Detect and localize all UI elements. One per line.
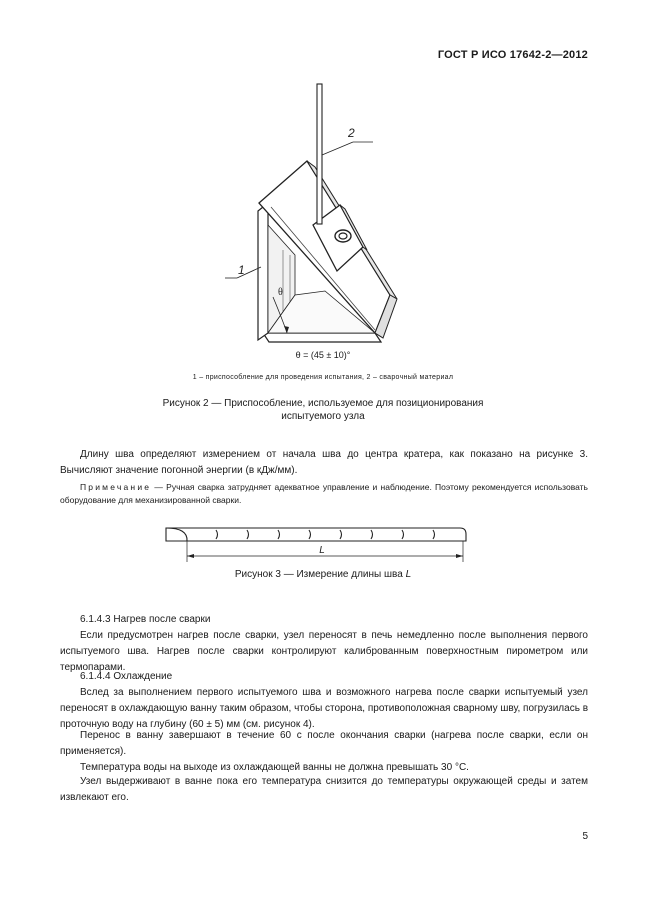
welding-electrode [317, 84, 322, 224]
figure-2-caption: Рисунок 2 — Приспособление, используемое для позиционирования испытуемого узла [162, 398, 484, 422]
standard-code-header: ГОСТ Р ИСО 17642-2—2012 [437, 49, 588, 61]
page-number: 5 [582, 831, 588, 842]
section-6144-heading: 6.1.4.4 Охлаждение [80, 671, 173, 682]
figure-2-fixture-drawing [225, 75, 425, 375]
section-6144-p1: Вслед за выполнением первого испытуемого шва и возможного нагрева после сварки испытуемый узел переносят в охлаждающую ванну таким образом, чтобы сторона, противоположная сварному шву, погрузилась в проточную воду на глубину (60 ± 5) мм (см. рисунок 4). [60, 687, 588, 730]
section-6144-p4: Узел выдерживают в ванне пока его температура снизится до температуры окружающей среды и затем извлекают его. [60, 776, 588, 803]
theta-label: θ [278, 287, 283, 298]
paragraph-weld-length: Длину шва определяют измерением от начала шва до центра кратера, как показано на рисунке 3. Вычисляют значение погонной энергии (в кДж/мм). [60, 449, 588, 476]
section-6143-text: Если предусмотрен нагрев после сварки, узел переносят в печь немедленно после выполнения первого испытуемого шва. Нагрев после сварки контролируют калиброванным поверхностным пирометром или термопарами. [60, 630, 588, 673]
figure-3-weld-length [160, 520, 480, 568]
figure-2-legend: 1 – приспособление для проведения испытания, 2 – сварочный материал [192, 374, 454, 381]
length-label: L [319, 545, 325, 556]
callout-2: 2 [348, 126, 355, 140]
section-6144-p2: Перенос в ванну завершают в течение 60 с после окончания сварки (нагрева после сварки, если он применяется). [60, 730, 588, 757]
figure-3-caption: Рисунок 3 — Измерение длины шва L [234, 569, 412, 580]
note-label: Примечание [80, 482, 152, 492]
note-text: — Ручная сварка затрудняет адекватное управление и наблюдение. Поэтому рекомендуется использовать оборудование для механизированной сварки. [60, 482, 588, 505]
fixture-base-plate [263, 333, 381, 342]
fixture-vertical-wall [258, 203, 268, 340]
section-6144-p3: Температура воды на выходе из охлаждающей ванны не должна превышать 30 °С. [80, 762, 469, 773]
weld-bead-outline [166, 528, 466, 541]
callout-1: 1 [238, 263, 245, 277]
section-6143-heading: 6.1.4.3 Нагрев после сварки [80, 614, 211, 625]
theta-equation: θ = (45 ± 10)° [295, 350, 351, 360]
note [60, 481, 588, 507]
